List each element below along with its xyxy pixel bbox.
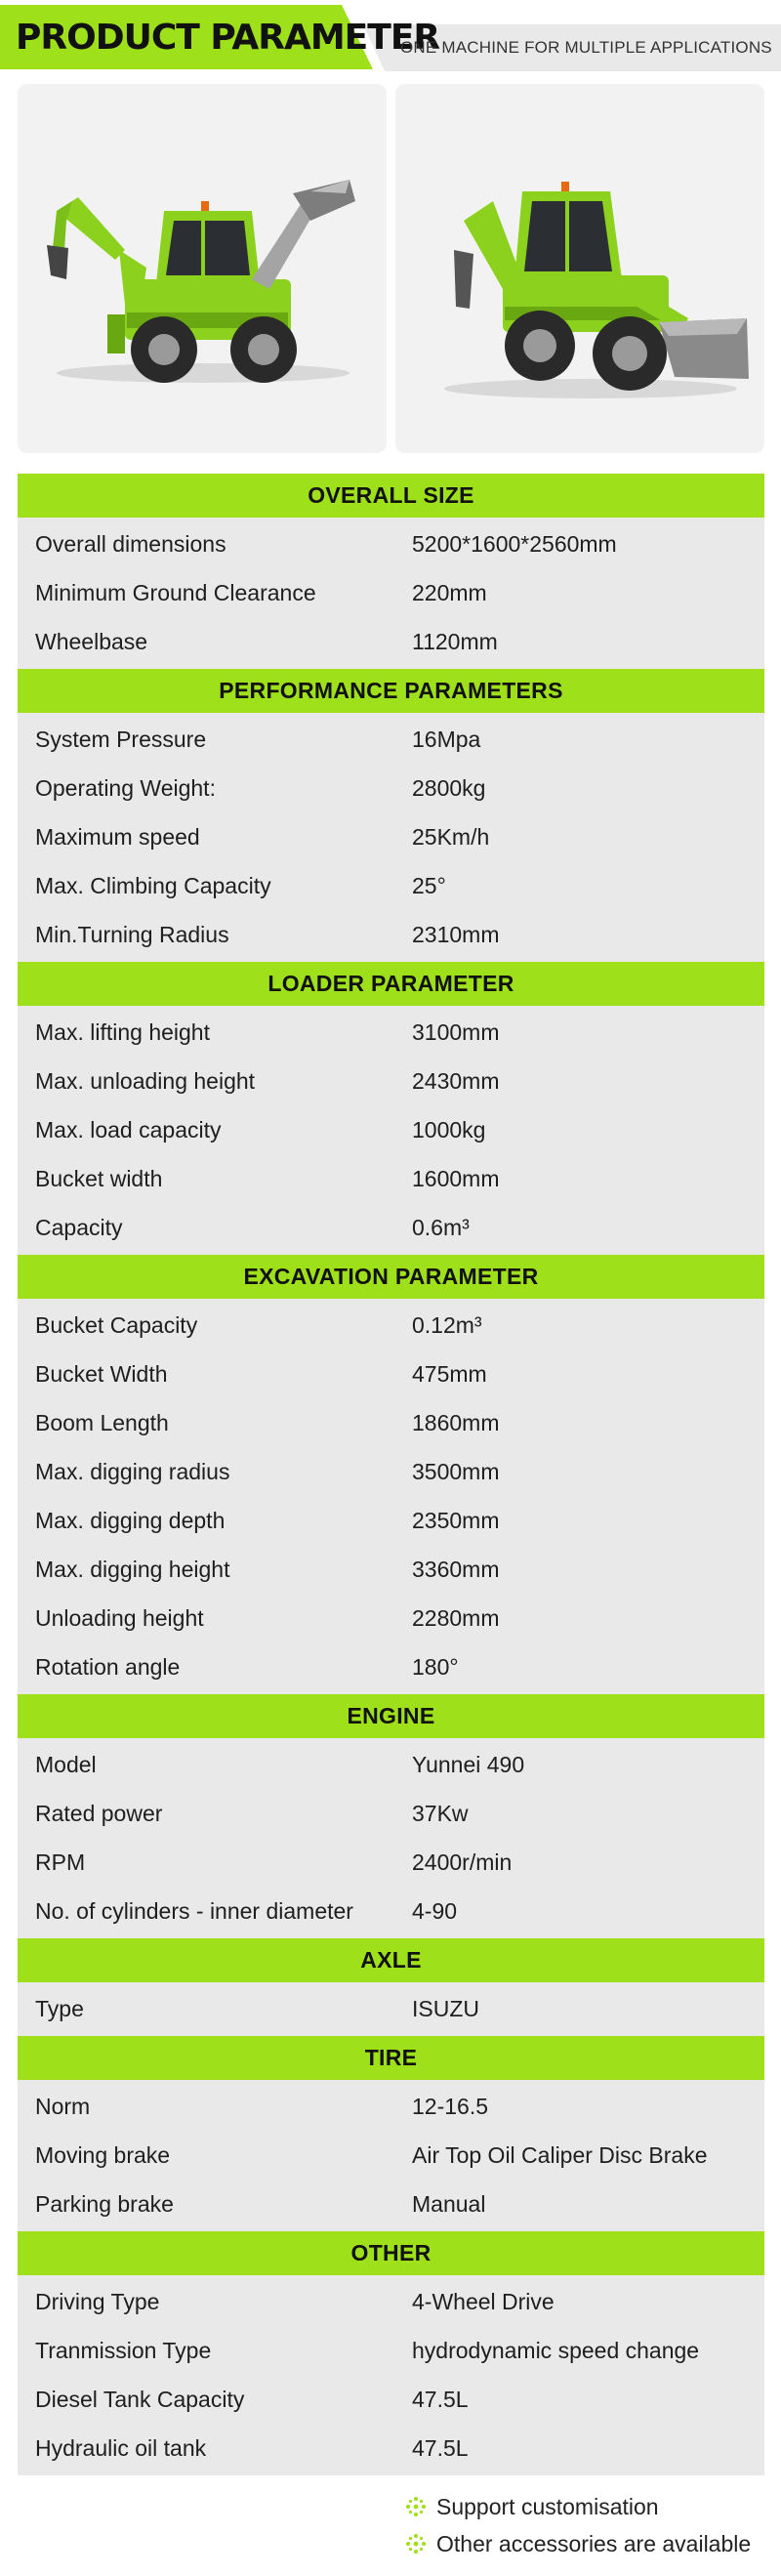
parameter-row bbox=[18, 2180, 764, 2228]
parameter-value: Air Top Oil Caliper Disc Brake bbox=[412, 2142, 708, 2168]
backhoe-loader-front-image bbox=[395, 84, 764, 453]
parameter-label: Max. digging depth bbox=[35, 1508, 226, 1533]
parameter-label: Model bbox=[35, 1752, 97, 1777]
parameter-value: 1000kg bbox=[412, 1117, 486, 1143]
section-rows bbox=[18, 1982, 764, 2036]
parameter-row bbox=[18, 2326, 764, 2375]
parameter-value: 5200*1600*2560mm bbox=[412, 531, 617, 557]
parameter-row bbox=[18, 2375, 764, 2424]
parameter-row bbox=[18, 2424, 764, 2472]
parameter-value: 47.5L bbox=[412, 2387, 469, 2412]
parameter-value: 2280mm bbox=[412, 1605, 500, 1631]
parameter-section bbox=[18, 1255, 764, 1694]
parameter-label: Max. unloading height bbox=[35, 1068, 256, 1094]
parameter-value: 4-Wheel Drive bbox=[412, 2289, 555, 2314]
parameter-label: Operating Weight: bbox=[35, 775, 216, 801]
section-heading: LOADER PARAMETER bbox=[18, 962, 764, 1006]
parameter-label: System Pressure bbox=[35, 727, 207, 752]
parameter-value: 180° bbox=[412, 1654, 459, 1680]
parameter-row bbox=[18, 910, 764, 959]
parameter-value: 3360mm bbox=[412, 1557, 500, 1582]
parameter-row bbox=[18, 1594, 764, 1642]
footer-notes bbox=[405, 2488, 781, 2562]
parameter-value: 2400r/min bbox=[412, 1849, 513, 1875]
parameter-row bbox=[18, 2131, 764, 2180]
parameter-row bbox=[18, 2082, 764, 2131]
parameter-label: Unloading height bbox=[35, 1605, 204, 1631]
section-heading: EXCAVATION PARAMETER bbox=[18, 1255, 764, 1299]
section-heading: AXLE bbox=[18, 1938, 764, 1982]
parameter-label: Tranmission Type bbox=[35, 2338, 212, 2363]
parameter-label: Max. load capacity bbox=[35, 1117, 222, 1143]
parameter-label: Overall dimensions bbox=[35, 531, 226, 557]
parameter-row bbox=[18, 1057, 764, 1105]
section-rows bbox=[18, 1006, 764, 1255]
parameter-row bbox=[18, 1350, 764, 1398]
product-photo-front bbox=[395, 84, 764, 453]
parameter-label: RPM bbox=[35, 1849, 86, 1875]
parameter-row bbox=[18, 1203, 764, 1252]
parameter-label: Bucket Width bbox=[35, 1361, 168, 1387]
parameter-row bbox=[18, 1008, 764, 1057]
parameter-label: Boom Length bbox=[35, 1410, 169, 1435]
parameter-row bbox=[18, 1154, 764, 1203]
section-rows bbox=[18, 1299, 764, 1694]
parameter-section bbox=[18, 2231, 764, 2475]
parameter-value: 37Kw bbox=[412, 1801, 469, 1826]
parameter-label: Maximum speed bbox=[35, 824, 200, 850]
parameter-value: 16Mpa bbox=[412, 727, 481, 752]
page-title: PRODUCT PARAMETER bbox=[16, 18, 440, 58]
parameter-row bbox=[18, 568, 764, 617]
parameter-value: 1860mm bbox=[412, 1410, 500, 1435]
footer-note-text: Support customisation bbox=[436, 2494, 659, 2519]
footer-note-text: Other accessories are available bbox=[436, 2531, 752, 2556]
section-rows bbox=[18, 2275, 764, 2475]
parameter-value: 25Km/h bbox=[412, 824, 490, 850]
sparkle-icon bbox=[405, 2496, 427, 2517]
parameter-row bbox=[18, 1984, 764, 2033]
parameter-row bbox=[18, 812, 764, 861]
parameter-row bbox=[18, 715, 764, 764]
parameter-label: Wheelbase bbox=[35, 629, 148, 654]
parameter-value: 3100mm bbox=[412, 1019, 500, 1045]
parameter-value: ISUZU bbox=[412, 1996, 479, 2021]
parameter-label: Bucket width bbox=[35, 1166, 163, 1191]
parameter-value: Yunnei 490 bbox=[412, 1752, 525, 1777]
parameter-label: Max. Climbing Capacity bbox=[35, 873, 271, 898]
section-heading: OVERALL SIZE bbox=[18, 474, 764, 518]
parameter-value: 0.6m³ bbox=[412, 1215, 470, 1240]
parameter-label: Rotation angle bbox=[35, 1654, 181, 1680]
parameter-label: Minimum Ground Clearance bbox=[35, 580, 316, 605]
parameter-row bbox=[18, 2277, 764, 2326]
parameter-label: No. of cylinders - inner diameter bbox=[35, 1898, 353, 1924]
parameter-value: 1600mm bbox=[412, 1166, 500, 1191]
parameter-section bbox=[18, 669, 764, 962]
parameter-label: Bucket Capacity bbox=[35, 1312, 198, 1338]
footer-note bbox=[405, 2525, 781, 2562]
parameter-value: 25° bbox=[412, 873, 446, 898]
page-header bbox=[0, 0, 781, 78]
parameter-section bbox=[18, 1938, 764, 2036]
parameter-section bbox=[18, 2036, 764, 2231]
parameter-row bbox=[18, 1789, 764, 1838]
parameter-label: Rated power bbox=[35, 1801, 163, 1826]
section-rows bbox=[18, 518, 764, 669]
parameter-label: Moving brake bbox=[35, 2142, 171, 2168]
parameter-label: Max. digging radius bbox=[35, 1459, 230, 1484]
sparkle-icon bbox=[405, 2533, 427, 2555]
parameter-row bbox=[18, 1838, 764, 1887]
section-rows bbox=[18, 2080, 764, 2231]
parameter-row bbox=[18, 1105, 764, 1154]
section-heading: ENGINE bbox=[18, 1694, 764, 1738]
parameter-value: 2310mm bbox=[412, 922, 500, 947]
section-heading: TIRE bbox=[18, 2036, 764, 2080]
parameter-section bbox=[18, 1694, 764, 1938]
parameter-row bbox=[18, 1887, 764, 1935]
page-subtitle: ONE MACHINE FOR MULTIPLE APPLICATIONS bbox=[400, 38, 772, 57]
parameter-row bbox=[18, 764, 764, 812]
parameter-section bbox=[18, 962, 764, 1255]
parameter-row bbox=[18, 1301, 764, 1350]
parameter-row bbox=[18, 1398, 764, 1447]
parameter-value: 2350mm bbox=[412, 1508, 500, 1533]
parameter-section bbox=[18, 474, 764, 669]
parameter-label: Max. digging height bbox=[35, 1557, 230, 1582]
parameter-value: 220mm bbox=[412, 580, 487, 605]
parameter-label: Parking brake bbox=[35, 2191, 174, 2217]
parameter-label: Driving Type bbox=[35, 2289, 160, 2314]
section-rows bbox=[18, 713, 764, 962]
parameter-value: 475mm bbox=[412, 1361, 487, 1387]
section-heading: OTHER bbox=[18, 2231, 764, 2275]
parameter-label: Hydraulic oil tank bbox=[35, 2435, 207, 2461]
parameter-row bbox=[18, 1740, 764, 1789]
parameter-row bbox=[18, 617, 764, 666]
parameter-value: 12-16.5 bbox=[412, 2094, 489, 2119]
parameter-value: Manual bbox=[412, 2191, 486, 2217]
parameter-row bbox=[18, 1545, 764, 1594]
footer-note bbox=[405, 2488, 781, 2525]
parameter-row bbox=[18, 1496, 764, 1545]
parameter-table bbox=[18, 474, 764, 2475]
parameter-label: Type bbox=[35, 1996, 84, 2021]
section-heading: PERFORMANCE PARAMETERS bbox=[18, 669, 764, 713]
parameter-value: 0.12m³ bbox=[412, 1312, 482, 1338]
parameter-label: Diesel Tank Capacity bbox=[35, 2387, 245, 2412]
parameter-row bbox=[18, 1447, 764, 1496]
parameter-value: 3500mm bbox=[412, 1459, 500, 1484]
parameter-row bbox=[18, 1642, 764, 1691]
parameter-value: hydrodynamic speed change bbox=[412, 2338, 700, 2363]
parameter-value: 1120mm bbox=[412, 629, 498, 654]
parameter-row bbox=[18, 861, 764, 910]
parameter-label: Min.Turning Radius bbox=[35, 922, 229, 947]
backhoe-loader-side-image bbox=[18, 84, 387, 453]
parameter-value: 4-90 bbox=[412, 1898, 458, 1924]
parameter-label: Capacity bbox=[35, 1215, 123, 1240]
parameter-row bbox=[18, 519, 764, 568]
parameter-value: 2800kg bbox=[412, 775, 486, 801]
parameter-value: 47.5L bbox=[412, 2435, 469, 2461]
parameter-label: Norm bbox=[35, 2094, 91, 2119]
parameter-label: Max. lifting height bbox=[35, 1019, 210, 1045]
parameter-value: 2430mm bbox=[412, 1068, 500, 1094]
section-rows bbox=[18, 1738, 764, 1938]
product-photo-side bbox=[18, 84, 387, 453]
